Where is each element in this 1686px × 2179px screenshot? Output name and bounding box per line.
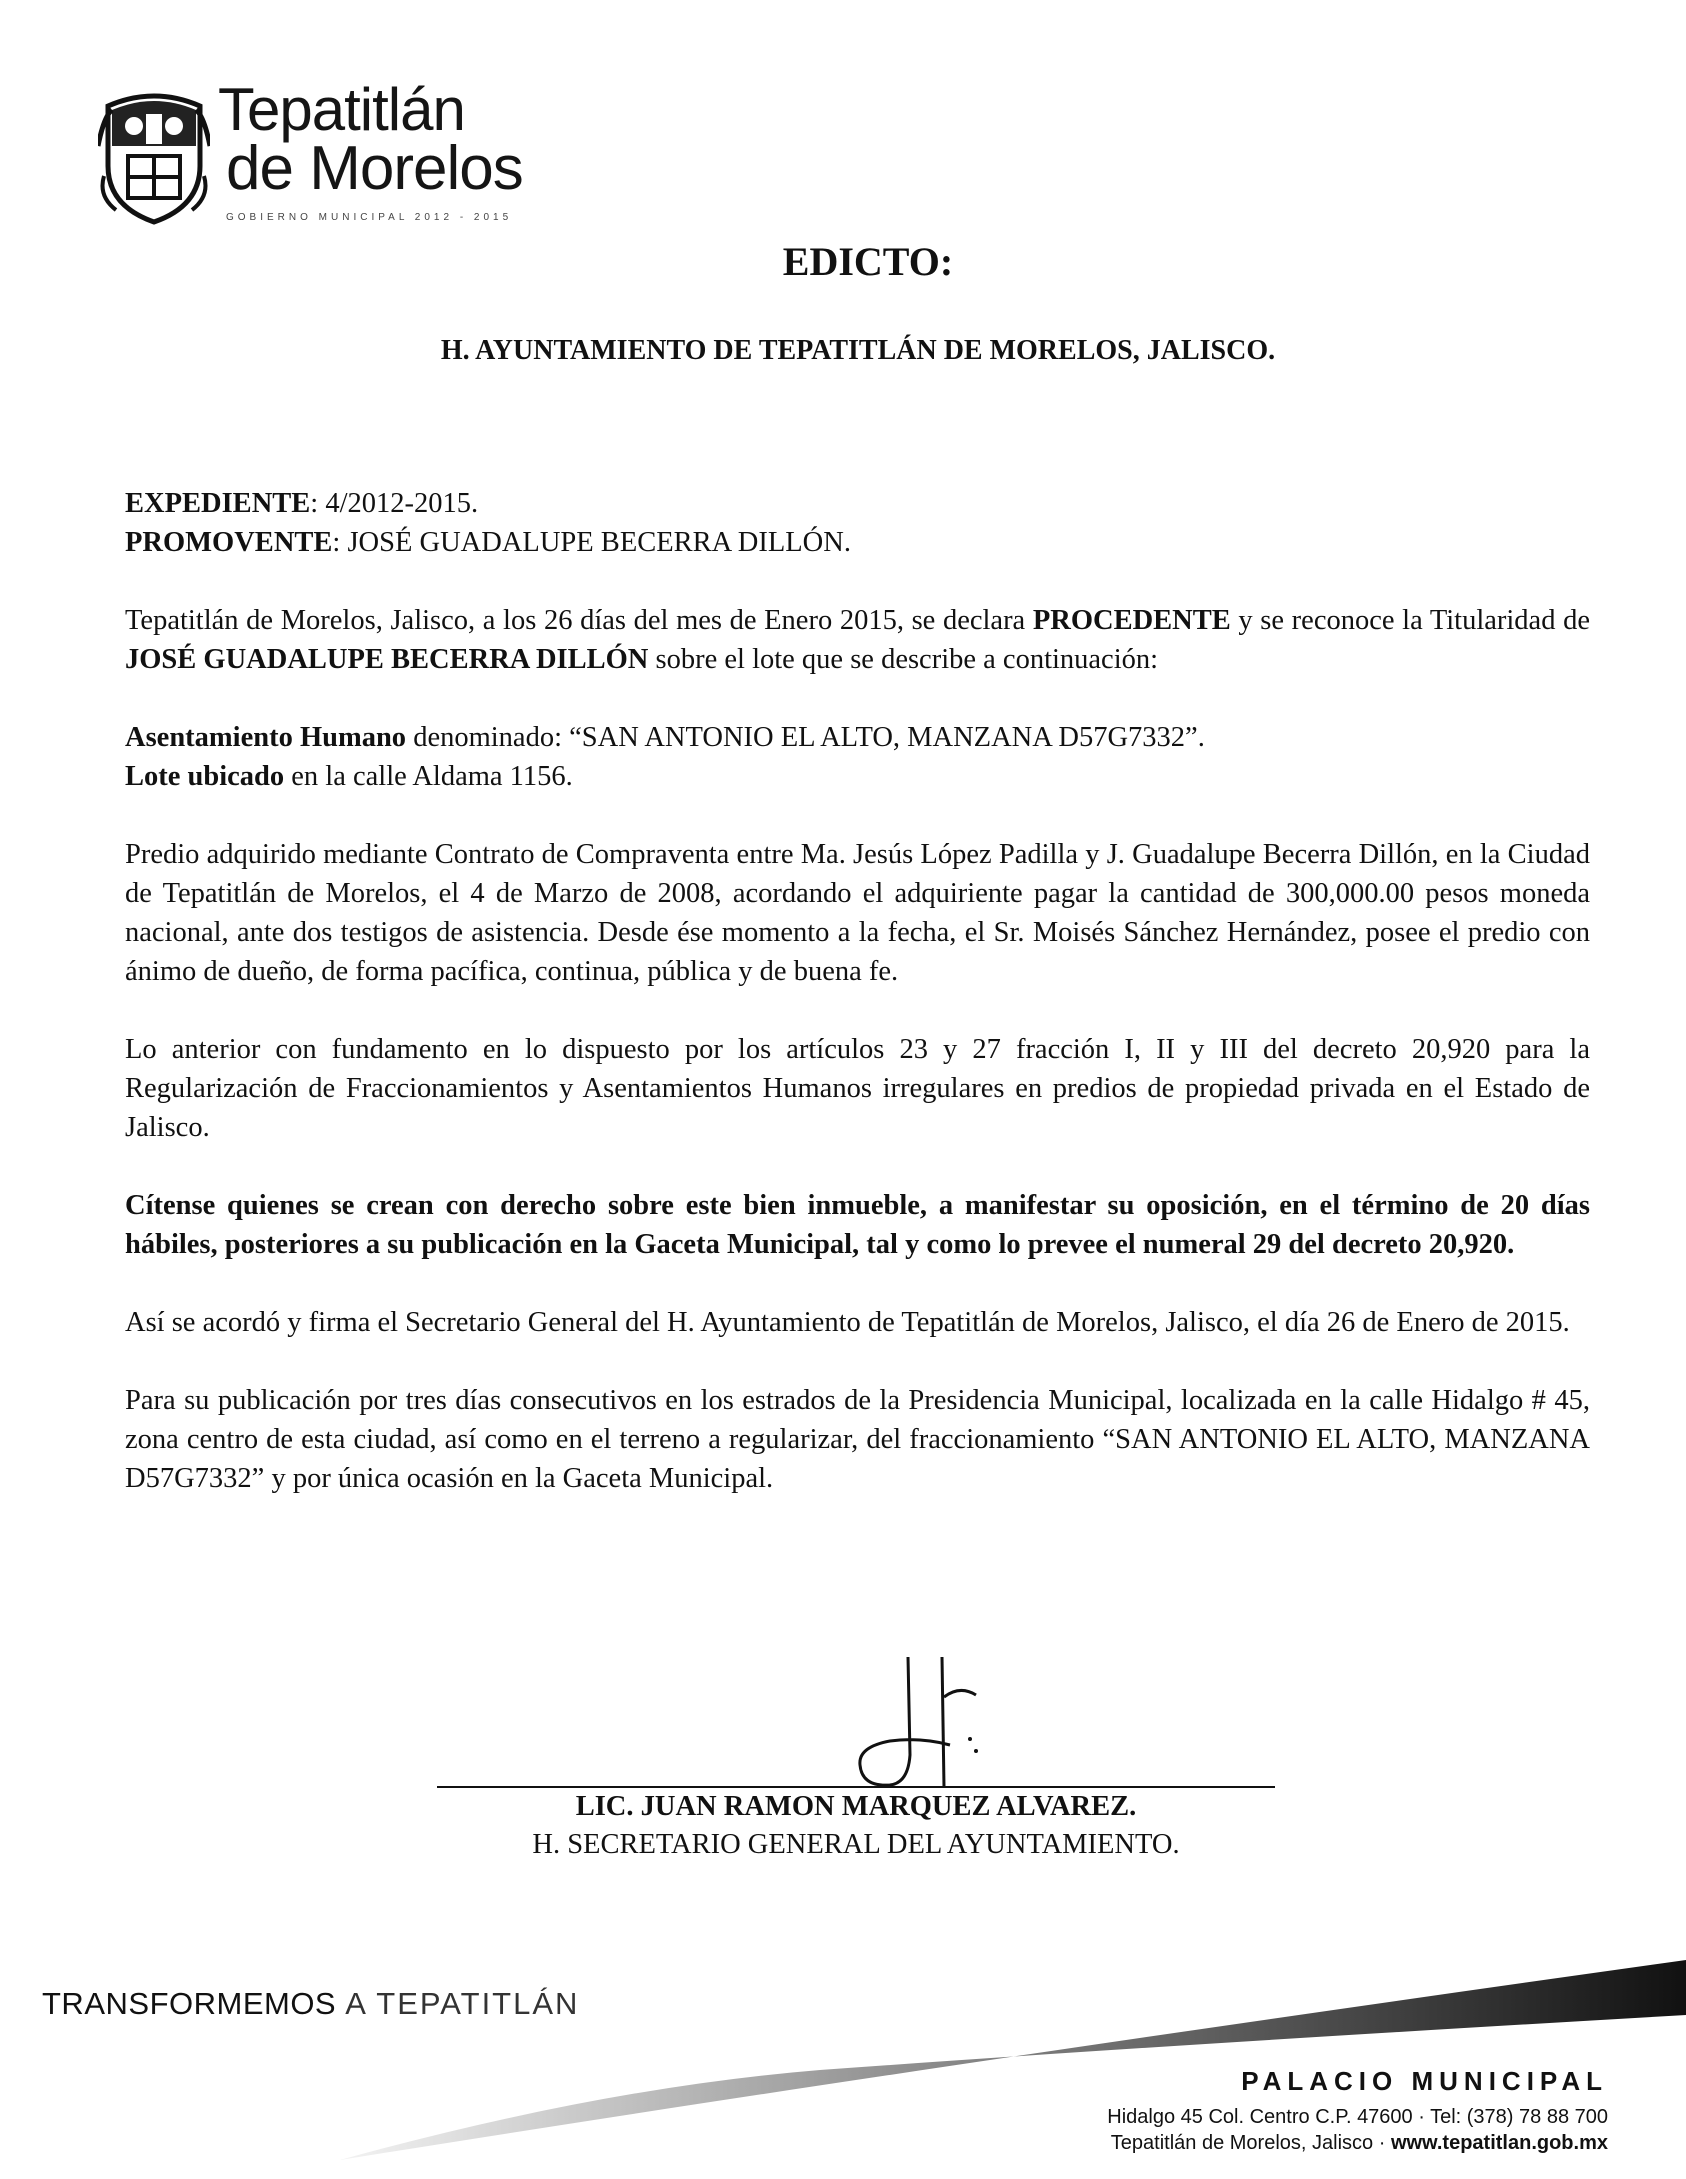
promovente-value: : JOSÉ GUADALUPE BECERRA DILLÓN. [332, 527, 851, 558]
municipal-logo [98, 78, 558, 238]
footer-slogan [42, 1986, 579, 2022]
signer-name: LIC. JUAN RAMON MARQUEZ ALVAREZ. [575, 1791, 1137, 1822]
document-title: EDICTO: [782, 239, 954, 284]
promovente-label: PROMOVENTE [125, 527, 333, 558]
footer-address-line2 [1107, 2130, 1608, 2156]
declaration-text-3: sobre el lote que se describe a continuación: [648, 644, 1159, 675]
declaration-text-1: Tepatitlán de Morelos, Jalisco, a los 26 días del mes de Enero 2015, se declara [125, 605, 1033, 636]
declaration-paragraph [125, 601, 1590, 679]
footer-city: Tepatitlán de Morelos, Jalisco · [1110, 2132, 1391, 2154]
publicacion-paragraph: Para su publicación por tres días consecutivos en los estrados de la Presidencia Municipal, localizada en la calle Hidalgo # 45, zona centro de esta ciudad, así como en el terreno a regularizar, del fraccionamiento “SAN ANTONIO EL ALTO, MANZANA D57G7332” y por única ocasión en la Gaceta Municipal. [125, 1385, 1590, 1494]
promovente-line [125, 523, 1590, 562]
asentamiento-label: Asentamiento Humano [125, 722, 407, 753]
declaration-text-2: y se reconoce la Titularidad de [1230, 605, 1590, 636]
footer-organization: PALACIO MUNICIPAL [1241, 2066, 1608, 2096]
lote-label: Lote ubicado [125, 761, 285, 792]
declaration-titular: JOSÉ GUADALUPE BECERRA DILLÓN [125, 644, 649, 675]
asentamiento-value: denominado: “SAN ANTONIO EL ALTO, MANZANA D57G7332”. [406, 722, 1205, 753]
document-subtitle: H. AYUNTAMIENTO DE TEPATITLÁN DE MORELOS, JALISCO. [440, 335, 1276, 366]
signature-line [437, 1786, 1275, 1788]
footer-website-link[interactable]: www.tepatitlan.gob.mx [1390, 2132, 1608, 2154]
citense-paragraph: Cítense quienes se crean con derecho sobre este bien inmueble, a manifestar su oposición, en el término de 20 días hábiles, posteriores a su publicación en la Gaceta Municipal, tal y como lo prevee el numeral 29 del decreto 20,920. [125, 1190, 1590, 1260]
expediente-value: : 4/2012-2015. [310, 488, 479, 519]
expediente-line [125, 484, 1590, 523]
asentamiento-line [125, 718, 1590, 757]
footer-address-line1: Hidalgo 45 Col. Centro C.P. 47600 · Tel: (378) 78 88 700 [1107, 2106, 1608, 2128]
logo-wordmark-line1: Tepatitlán [218, 76, 465, 143]
logo-wordmark-line2: de Morelos [226, 134, 523, 203]
document-body [125, 484, 1590, 1498]
lote-line [125, 757, 1590, 796]
handwritten-signature [850, 1655, 990, 1790]
slogan-part-1: TRANSFORMEMOS [42, 1986, 337, 2021]
signer-title: H. SECRETARIO GENERAL DEL AYUNTAMIENTO. [532, 1829, 1180, 1860]
slogan-part-2: A TEPATITLÁN [345, 1986, 580, 2021]
municipal-crest-icon [98, 86, 210, 226]
logo-subtitle: GOBIERNO MUNICIPAL 2012 - 2015 [226, 212, 513, 223]
expediente-label: EXPEDIENTE [125, 488, 311, 519]
footer-address [1107, 2104, 1608, 2156]
fundamento-paragraph: Lo anterior con fundamento en lo dispuesto por los artículos 23 y 27 fracción I, II y III del decreto 20,920 para la Regularización de Fraccionamientos y Asentamientos Humanos irregulares en predios de propiedad privada en el Estado de Jalisco. [125, 1034, 1590, 1143]
declaration-procedente: PROCEDENTE [1032, 605, 1231, 636]
predio-paragraph: Predio adquirido mediante Contrato de Compraventa entre Ma. Jesús López Padilla y J. Guadalupe Becerra Dillón, en la Ciudad de Tepatitlán de Morelos, el 4 de Marzo de 2008, acordando el adquiriente pagar la cantidad de 300,000.00 pesos moneda nacional, ante dos testigos de asistencia. Desde ése momento a la fecha, el Sr. Moisés Sánchez Hernández, posee el predio con ánimo de dueño, de forma pacífica, continua, pública y de buena fe. [125, 839, 1590, 987]
lote-value: en la calle Aldama 1156. [284, 761, 573, 792]
acuerdo-paragraph: Así se acordó y firma el Secretario General del H. Ayuntamiento de Tepatitlán de Morelos, Jalisco, el día 26 de Enero de 2015. [125, 1307, 1570, 1338]
